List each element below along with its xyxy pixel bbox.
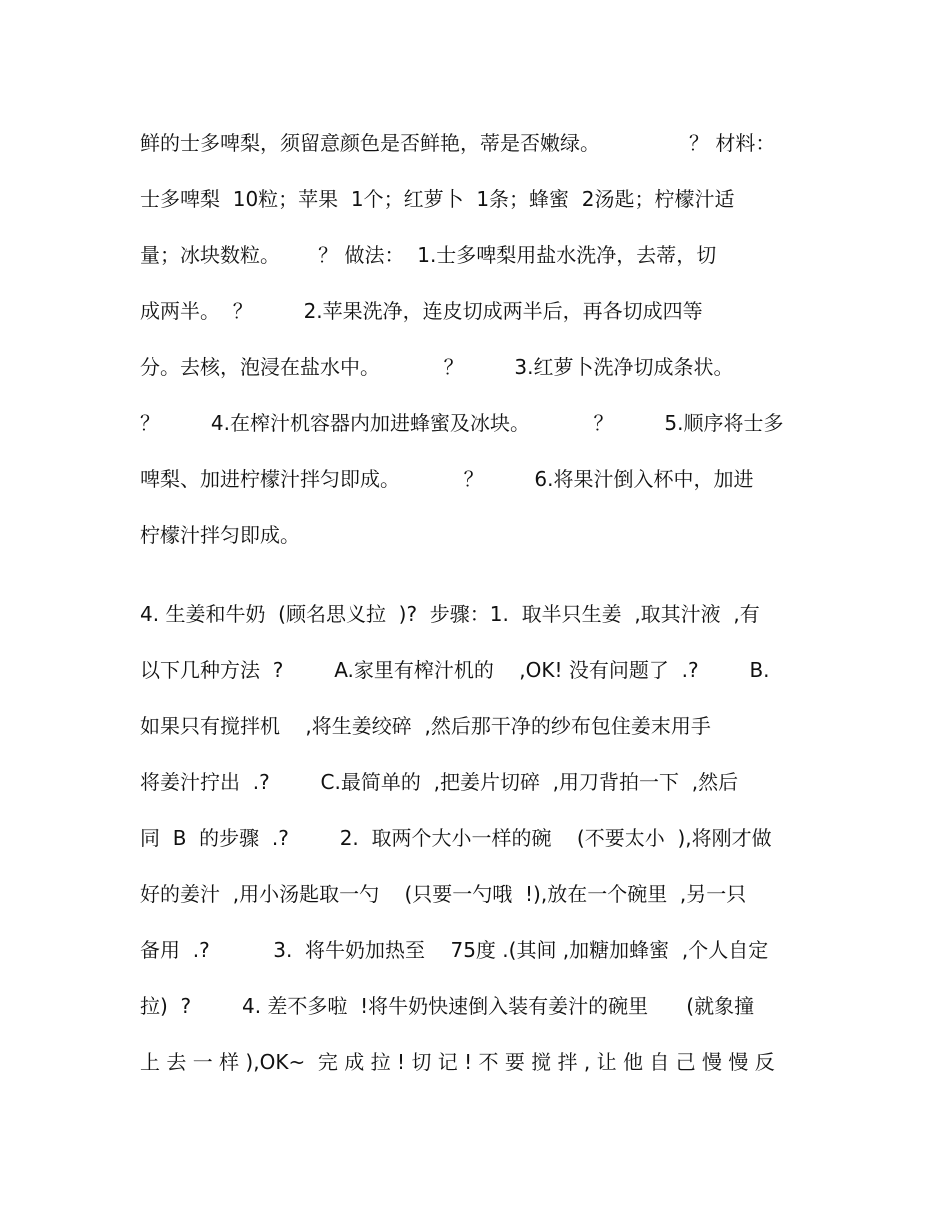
text-line: 柠檬汁拌匀即成。	[140, 523, 300, 547]
text-line: 备用 .? 3. 将牛奶加热至 75度 .(其间 ,加糖加蜂蜜 ,个人自定	[140, 938, 769, 962]
text-line: 同 B 的步骤 .? 2. 取两个大小一样的碗 (不要太小 ),将刚才做	[140, 826, 772, 850]
text-line: 如果只有搅拌机 ,将生姜绞碎 ,然后那干净的纱布包住姜末用手	[140, 714, 711, 738]
text-line: 上 去 一 样 ),OK~ 完 成 拉 ! 切 记 ! 不 要 搅 拌 , 让 他 自 己 慢 慢 反	[140, 1050, 775, 1074]
text-line: 量；冰块数粒。 ？ 做法： 1.士多啤梨用盐水洗净，去蒂，切	[140, 243, 717, 267]
text-line: 啤梨、加进柠檬汁拌匀即成。 ？ 6.将果汁倒入杯中，加进	[140, 467, 754, 491]
text-line: 4. 生姜和牛奶 (顾名思义拉 )? 步骤：1. 取半只生姜 ,取其汁液 ,有	[140, 602, 760, 626]
text-line: 将姜汁拧出 .? C.最简单的 ,把姜片切碎 ,用刀背拍一下 ,然后	[140, 770, 739, 794]
text-line: 鲜的士多啤梨，须留意颜色是否鲜艳，蒂是否嫩绿。 ？ 材料：	[140, 131, 776, 155]
text-line: 士多啤梨 10粒；苹果 1个；红萝卜 1条；蜂蜜 2汤匙；柠檬汁适	[140, 187, 735, 211]
text-line: 分。去核，泡浸在盐水中。 ？ 3.红萝卜洗净切成条状。	[140, 355, 734, 379]
text-line: 好的姜汁 ,用小汤匙取一勺 (只要一勺哦 !),放在一个碗里 ,另一只	[140, 882, 747, 906]
text-line: 以下几种方法 ? A.家里有榨汁机的 ,OK! 没有问题了 .? B.	[140, 658, 770, 682]
text-line: 拉) ? 4. 差不多啦 !将牛奶快速倒入装有姜汁的碗里 (就象撞	[140, 994, 755, 1018]
text-line: ？ 4.在榨汁机容器内加进蜂蜜及冰块。 ？ 5.顺序将士多	[140, 411, 784, 435]
text-line: 成两半。 ？ 2.苹果洗净，连皮切成两半后，再各切成四等	[140, 299, 703, 323]
